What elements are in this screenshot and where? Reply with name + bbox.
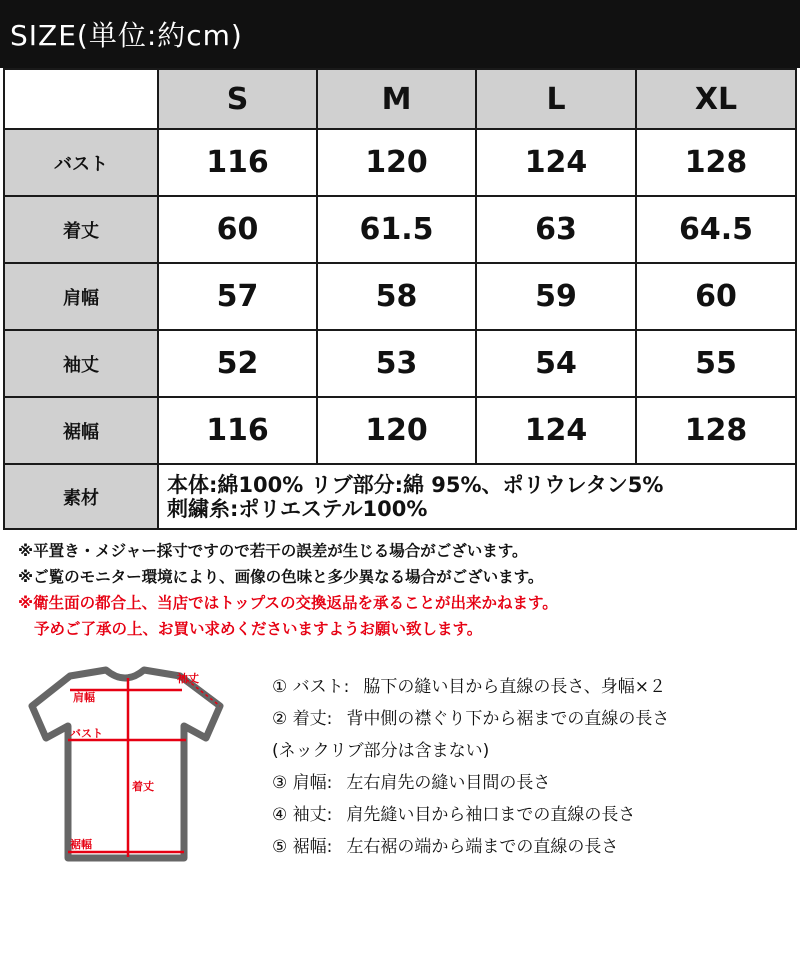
table-row <box>4 196 796 263</box>
table-row <box>4 397 796 464</box>
diagram-label-bust: バスト <box>70 727 103 740</box>
diagram-label-shoulder: 肩幅 <box>73 691 95 704</box>
table-cell: 57 <box>158 263 317 330</box>
material-text <box>158 464 796 529</box>
row-label-sleeve: 袖丈 <box>4 330 158 397</box>
legend-desc: 肩先縫い目から袖口までの直線の長さ <box>346 805 636 825</box>
legend-key: ② 着丈: <box>272 709 333 729</box>
table-cell: 52 <box>158 330 317 397</box>
table-cell: 55 <box>636 330 796 397</box>
size-header-xl: XL <box>636 69 796 129</box>
material-line-2: 刺繍糸:ポリエステル100% <box>167 496 428 521</box>
legend-item <box>272 671 669 703</box>
row-label-material: 素材 <box>4 464 158 529</box>
measurement-legend <box>272 671 669 863</box>
tshirt-outline <box>32 670 220 858</box>
table-cell: 53 <box>317 330 476 397</box>
table-cell: 60 <box>636 263 796 330</box>
table-cell: 60 <box>158 196 317 263</box>
size-header-m: M <box>317 69 476 129</box>
legend-item <box>272 831 669 863</box>
page-title: SIZE(単位:約cm) <box>10 19 243 52</box>
corner-cell <box>4 69 158 129</box>
table-cell: 120 <box>317 129 476 196</box>
table-cell: 61.5 <box>317 196 476 263</box>
legend-item <box>272 767 669 799</box>
note-acknowledge: 予めご了承の上、お買い求めくださいますようお願い致します。 <box>34 620 483 638</box>
header-row <box>4 69 796 129</box>
table-cell: 124 <box>476 129 636 196</box>
table-row <box>4 263 796 330</box>
table-cell: 128 <box>636 129 796 196</box>
size-header-l: L <box>476 69 636 129</box>
legend-desc: 左右肩先の縫い目間の長さ <box>346 773 551 793</box>
row-label-bust: バスト <box>4 129 158 196</box>
size-table <box>3 68 797 530</box>
table-cell: 64.5 <box>636 196 796 263</box>
diagram-label-hem: 裾幅 <box>70 838 92 851</box>
table-row <box>4 330 796 397</box>
row-label-hem: 裾幅 <box>4 397 158 464</box>
notes <box>18 538 558 642</box>
legend-key: ① バスト: <box>272 677 350 697</box>
legend-desc: 左右裾の端から端までの直線の長さ <box>346 837 619 857</box>
table-cell: 59 <box>476 263 636 330</box>
legend-key: ③ 肩幅: <box>272 773 333 793</box>
note-measurement: ※平置き・メジャー採寸ですので若干の誤差が生じる場合がございます。 <box>18 542 528 560</box>
legend-desc: 背中側の襟ぐり下から裾までの直線の長さ <box>346 709 670 729</box>
title-bar <box>0 0 800 68</box>
row-label-shoulder: 肩幅 <box>4 263 158 330</box>
legend-key: ④ 袖丈: <box>272 805 333 825</box>
table-cell: 63 <box>476 196 636 263</box>
tshirt-diagram <box>20 660 230 870</box>
size-header-s: S <box>158 69 317 129</box>
note-no-returns: ※衛生面の都合上、当店ではトップスの交換返品を承ることが出来かねます。 <box>18 594 558 612</box>
diagram-label-sleeve: 袖丈 <box>177 672 199 685</box>
material-row <box>4 464 796 529</box>
table-cell: 128 <box>636 397 796 464</box>
legend-key: (ネックリブ部分は含まない) <box>272 741 490 761</box>
legend-item <box>272 703 669 735</box>
legend-key: ⑤ 裾幅: <box>272 837 333 857</box>
table-cell: 58 <box>317 263 476 330</box>
table-cell: 116 <box>158 397 317 464</box>
table-cell: 54 <box>476 330 636 397</box>
note-monitor: ※ご覧のモニター環境により、画像の色味と多少異なる場合がございます。 <box>18 568 544 586</box>
diagram-label-length: 着丈 <box>132 780 154 793</box>
table-cell: 120 <box>317 397 476 464</box>
table-cell: 116 <box>158 129 317 196</box>
legend-item <box>272 735 669 767</box>
row-label-length: 着丈 <box>4 196 158 263</box>
legend-desc: 脇下の縫い目から直線の長さ、身幅×２ <box>363 677 666 697</box>
material-line-1: 本体:綿100% リブ部分:綿 95%、ポリウレタン5% <box>167 472 664 497</box>
legend-item <box>272 799 669 831</box>
table-row <box>4 129 796 196</box>
table-cell: 124 <box>476 397 636 464</box>
